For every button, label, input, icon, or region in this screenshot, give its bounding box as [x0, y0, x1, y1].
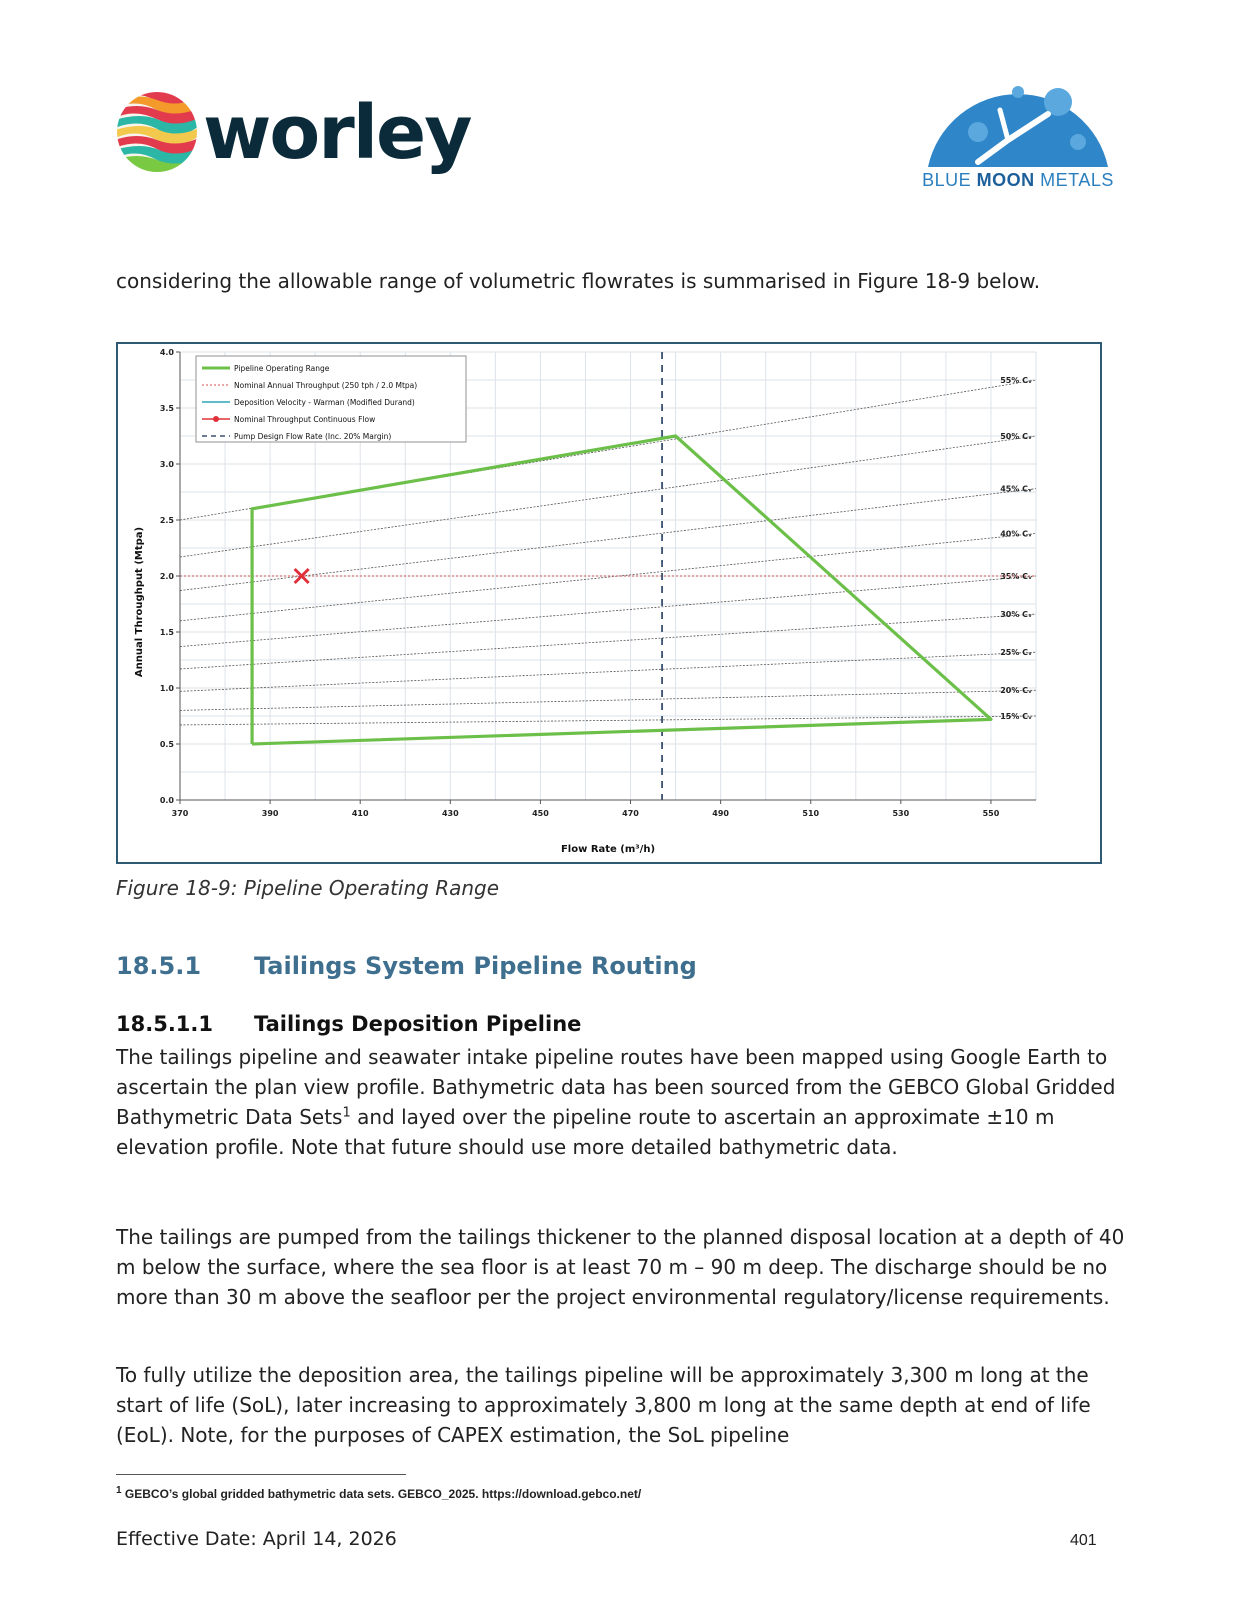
- y-tick-label: 3.0: [159, 460, 174, 469]
- footnote-divider: [116, 1474, 406, 1475]
- concentration-label: 55% Cᵥ: [1000, 376, 1032, 385]
- concentration-line: [180, 576, 1036, 647]
- x-tick-label: 510: [802, 809, 820, 818]
- subsection-title: Tailings Deposition Pipeline: [254, 1012, 582, 1036]
- concentration-label: 30% Cᵥ: [1000, 610, 1032, 620]
- x-tick-label: 430: [441, 809, 459, 818]
- page-number: 401: [1070, 1532, 1097, 1549]
- legend-marker: [213, 416, 219, 422]
- y-tick-label: 0.5: [159, 740, 174, 749]
- intro-paragraph: considering the allowable range of volumetric flowrates is summarised in Figure 18-9 below.: [116, 269, 1041, 293]
- x-tick-label: 370: [171, 809, 189, 818]
- operating-range-polygon: [252, 436, 991, 744]
- paragraph-3: To fully utilize the deposition area, the tailings pipeline will be approximately 3,300 m long at the start of life (SoL), later increasing to approximately 3,800 m long at the same depth at end of life (EoL). Note, for the purposes of CAPEX estimation, the SoL pipeline: [116, 1363, 1091, 1447]
- concentration-label: 25% Cᵥ: [1000, 648, 1032, 658]
- y-tick-label: 1.0: [159, 684, 174, 693]
- effective-date: Effective Date: April 14, 2026: [116, 1528, 397, 1550]
- legend-label: Nominal Annual Throughput (250 tph / 2.0 Mtpa): [234, 381, 418, 390]
- pipeline-operating-range-chart: [116, 342, 1102, 864]
- concentration-line: [180, 614, 1036, 669]
- y-tick-label: 2.0: [159, 572, 174, 581]
- x-tick-label: 410: [351, 809, 369, 818]
- legend-label: Deposition Velocity - Warman (Modified Durand): [234, 398, 415, 407]
- section-title: Tailings System Pipeline Routing: [254, 952, 697, 980]
- y-tick-label: 2.5: [159, 516, 174, 525]
- x-tick-label: 470: [622, 809, 639, 818]
- concentration-line: [180, 690, 1036, 710]
- x-tick-label: 450: [532, 809, 549, 818]
- concentration-line: [180, 489, 1036, 591]
- figure-caption: Figure 18-9: Pipeline Operating Range: [116, 876, 500, 900]
- worley-globe-icon: [115, 90, 199, 174]
- x-tick-label: 490: [712, 809, 729, 818]
- paragraph-1: The tailings pipeline and seawater intake pipeline routes have been mapped using Google Earth to ascertain the plan view profile. Bathymetric data has been sourced from the GEBCO Global Gridded Bathymetric Data Sets$^1$ and layed over the pipeline route to ascertain an approximate ±10 m elevation profile. Note that future should use more detailed bathymetric data.: [116, 1045, 1116, 1159]
- concentration-label: 45% Cᵥ: [1000, 484, 1032, 494]
- concentration-line: [180, 436, 1036, 557]
- subsection-heading: [116, 1012, 581, 1036]
- blue-moon-metals-logo: [908, 62, 1128, 192]
- x-axis-label: Flow Rate (m³/h): [560, 844, 656, 855]
- blue-moon-metals-text: BLUE MOON METALS: [922, 170, 1114, 190]
- footnote: $^1$ GEBCO’s global gridded bathymetric data sets. GEBCO_2025. https://download.gebco.net/: [116, 1485, 642, 1501]
- y-tick-label: 4.0: [159, 348, 174, 357]
- concentration-label: 15% Cᵥ: [1000, 712, 1032, 721]
- concentration-label: 35% Cᵥ: [1000, 572, 1032, 581]
- x-tick-label: 530: [892, 809, 910, 818]
- paragraph-2: The tailings are pumped from the tailings thickener to the planned disposal location at a depth of 40 m below the surface, where the sea floor is at least 70 m – 90 m deep. The discharge should be no more than 30 m above the seafloor per the project environmental regulatory/license requirements.: [116, 1225, 1125, 1309]
- subsection-number: 18.5.1.1: [116, 1012, 213, 1036]
- worley-wordmark: worley: [203, 90, 471, 176]
- legend-label: Pump Design Flow Rate (Inc. 20% Margin): [234, 432, 392, 441]
- legend-label: Pipeline Operating Range: [234, 364, 330, 373]
- footnote-ref: 1: [342, 1105, 351, 1121]
- concentration-label: 50% Cᵥ: [1000, 432, 1032, 441]
- legend-label: Nominal Throughput Continuous Flow: [234, 415, 376, 424]
- y-tick-label: 0.0: [159, 796, 174, 805]
- y-axis-label: Annual Throughput (Mtpa): [134, 526, 145, 678]
- concentration-label: 20% Cᵥ: [1000, 686, 1032, 696]
- x-tick-label: 550: [982, 809, 1000, 818]
- x-tick-label: 390: [261, 809, 279, 818]
- section-number: 18.5.1: [116, 952, 202, 980]
- moon-icon: [908, 62, 1128, 172]
- worley-logo: [115, 88, 471, 178]
- y-tick-label: 3.5: [159, 404, 174, 413]
- concentration-line: [180, 533, 1036, 620]
- y-tick-label: 1.5: [159, 628, 174, 637]
- concentration-label: 40% Cᵥ: [1000, 529, 1032, 539]
- section-heading: [116, 952, 697, 980]
- concentration-line: [180, 652, 1036, 691]
- chart-svg: [118, 344, 1100, 862]
